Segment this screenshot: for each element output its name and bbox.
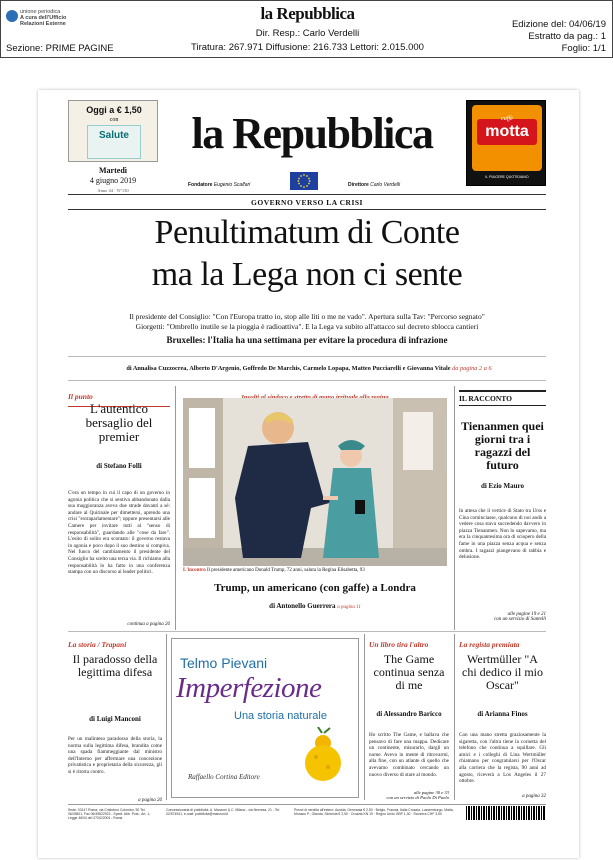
section-label: Sezione: PRIME PAGINE (6, 43, 114, 54)
lead-deck: Il presidente del Consiglio: "Con l'Europa tratto io, stop alle liti o me ne vado". Apertura sulla Tav: "Percorso segnato" Giorgetti: "Ombrello inutile se la pioggia è radioattiva". E la Lega va subito all'attacco sul decreto sblocca cantieri (129, 312, 485, 331)
director-line: Dir. Resp.: Carlo Verdelli (255, 28, 360, 39)
punto-kicker: Il punto (68, 386, 170, 407)
bottom-section-rule (68, 631, 546, 632)
libro-byline: di Alessandro Baricco (376, 710, 442, 718)
motta-tagline: IL PIACERE QUOTIDIANO (485, 175, 529, 179)
libro-kicker: Un libro tira l'altro (369, 640, 429, 649)
book-ad (171, 638, 359, 798)
motta-small: caffè (501, 116, 513, 122)
edition-date: Edizione del: 04/06/19 (511, 19, 606, 30)
footer-col-3: Prezzi di vendita all'estero: Austria, Germania € 2,50 · Belgio, Francia, Italia Croazia, Lussemburgo, Malta, Monaco P., Olanda, Slovenia € 2,50 · Croazia KN 19 · Regno Unito GBP 1,30 · Svizzera CHF 3,50 (294, 808, 454, 817)
excerpt-page: Estratto da pag.: 1 (528, 31, 606, 42)
section-rule (68, 380, 546, 381)
premiata-pages: a pagina 32 (522, 794, 546, 799)
trapani-headline: Il paradosso della legittima difesa (72, 652, 158, 679)
lead-headline-1: Penultimatum di Conte (154, 214, 460, 251)
punto-headline: L'autentico bersaglio del premier (85, 401, 153, 444)
date-weekday: Martedì (99, 166, 127, 175)
racconto-pages: alle pagine 19 e 21 con un servizio di Santelli (494, 612, 546, 622)
racconto-body: In attesa che il vertice di Stato tra Urss e Cina cominciasse, qualcuno di noi andò a vedere cosa stava succedendo davvero in piazza Tienanmen. Non lo sapevamo, ma era la cinquantesima ora di sciopero della fame in una piazza senza acqua e senza ombra. I ragazzi piangevano di rabbia e delusione. (459, 508, 546, 561)
promo-magazine-cover (87, 125, 141, 159)
eu-flag-icon (290, 172, 318, 190)
book-subtitle: Una storia naturale (234, 710, 327, 722)
col-divider-5 (454, 634, 455, 800)
print-stats: Tiratura: 267.971 Diffusione: 216.733 Lettori: 2.015.000 (191, 42, 424, 53)
col-divider-1 (175, 386, 176, 630)
racconto-kicker: IL RACCONTO (459, 390, 546, 406)
lead-authors: di Annalisa Cuzzocrea, Alberto D'Argenio, Goffredo De Marchis, Carmelo Lopapa, Matteo Pucciarelli e Giovanna Vitale da pagina 2 a 6 (126, 365, 492, 372)
date-full: 4 giugno 2019 (89, 176, 137, 185)
trapani-body: Per un malinteso paradosso della storia, la norma sulla legittima difesa, brandita come una spada fiammeggiante dal ministro dell'Interno per affermare una concezione privatistica e proprietaria della sicurezza, gli si è ritorta contro. (68, 736, 162, 775)
motta-brand: motta (485, 123, 529, 140)
col-divider-3 (166, 634, 167, 800)
book-author: Telmo Pievani (180, 655, 268, 671)
front-page (38, 90, 579, 858)
footer-col-2: Concessionaria di pubblicità: A. Manzoni & C. Milano - via Nervesa, 21 - Tel. 02/574941, e-mail: pubblicita@manzoni.it (166, 808, 281, 817)
title-rule (68, 194, 546, 195)
trapani-byline: di Luigi Manconi (89, 715, 141, 723)
libro-pages: alle pagine 30 e 33 con un servizio di Paolo Di Paolo (386, 790, 449, 800)
trapani-pages: a pagina 26 (138, 798, 162, 803)
libro-body: Ho scritto The Game, e ballava che pensavo di fare una mappa. Dedicare un continente, misurarlo, darglì un nome. Avevo in mente di ritrovarmi, alla fine, con un atlante di quello che avevamo combinato cercando un nuovo diverso di stare al mondo. (369, 732, 449, 778)
lead-headline-2: ma la Lega non ci sente (151, 256, 463, 293)
promo-price: Oggi a € 1,50 (86, 105, 142, 115)
punto-byline: di Stefano Folli (96, 462, 142, 470)
kicker-rule (68, 209, 546, 210)
racconto-headline: Tienanmen quei giorni tra i ragazzi del futuro (461, 419, 544, 472)
citrus-illustration (300, 727, 346, 783)
newspaper-title: la Repubblica (191, 109, 433, 158)
promo-magazine-title: Salute (98, 130, 129, 141)
director-line-paper: Direttore Carlo Verdelli (348, 182, 401, 188)
punto-body: C'era un tempo in cui il capo di un governo in agonia politica che si sentiva abbandonato dalla sua maggioranza aveva due strade davanti a sé: andare al Quirinale per dimettersi, aprendo una crisi "extraparlamentare"; oppure presentarsi alle Camere per invitare tutti al "senso di responsabilità", guardando alle "cose da fare". L'esito di solito era scontato: il governo restava in agonia e poco dopo il suo destino si compiva. Nel fuoco del cambiamento il presidente del Consiglio ha scelto una terza via. Il richiamo alla responsabilità lo ha fatto in una conferenza stampa con un discorso ai leader politici. (68, 490, 170, 576)
premiata-body: Con una mano stretta graziosamente la sigaretta, con l'altra tiene la cornetta del telefono che continua a squillare. Gli amici e i colleghi di Lina Wertmüller chiamano per congratularsi per l'Oscar alla carriera che la regista, 90 anni ad agosto, riceverà a Los Angeles il 27 ottobre. (459, 732, 546, 785)
promo-with: con (109, 117, 119, 123)
lead-subhead: Bruxelles: l'Italia ha una settimana per evitare la procedura di infrazione (166, 335, 448, 345)
footer-col-1: Sede: 00147 Roma, via Cristoforo Colombo, 90 Tel. 06/49821, Fax 06/49822923 - Spedi. Abb. Post., Art. 1, Legge 46/04 del 27/02/2004 - Roma (68, 808, 151, 821)
punto-continue: continua a pagina 26 (127, 622, 170, 627)
photo-byline: di Antonello Guerrera a pagina 11 (269, 602, 361, 610)
book-title: Imperfezione (176, 672, 322, 704)
book-publisher: Raffaello Cortina Editore (188, 773, 260, 781)
sheet-count: Foglio: 1/1 (561, 43, 606, 54)
trapani-kicker: La storia / Trapani (68, 640, 127, 649)
issue-number: Anno 44 · N°130 (97, 188, 129, 193)
promo-box (68, 100, 158, 162)
premiata-kicker: La regista premiata (459, 640, 520, 649)
trump-queen-photo (183, 398, 447, 566)
authors-rule (68, 356, 546, 357)
libro-headline: The Game continua senza di me (373, 652, 445, 692)
premiata-headline: Wertmüller "A chi dedico il mio Oscar" (462, 652, 543, 692)
col-divider-4 (364, 634, 365, 800)
footer-rule (68, 804, 546, 805)
photo-caption: L'incontro Il presidente americano Donald Trump, 72 anni, saluta la Regina Elisabetta, 93 (183, 568, 365, 573)
masthead-title: la Repubblica (260, 4, 355, 23)
motta-ad (466, 100, 546, 186)
agency-name: unione periodica A cura dell'Ufficio Relazioni Esterne (20, 9, 67, 27)
lead-kicker: GOVERNO VERSO LA CRISI (251, 198, 363, 207)
premiata-byline: di Arianna Finos (477, 710, 528, 718)
barcode (466, 806, 546, 820)
col-divider-2 (454, 386, 455, 630)
founder-line: Fondatore Eugenio Scalfari (188, 182, 251, 188)
photo-headline: Trump, un americano (con gaffe) a Londra (214, 582, 416, 594)
clipping-header (0, 0, 613, 58)
racconto-byline: di Ezio Mauro (480, 482, 525, 490)
